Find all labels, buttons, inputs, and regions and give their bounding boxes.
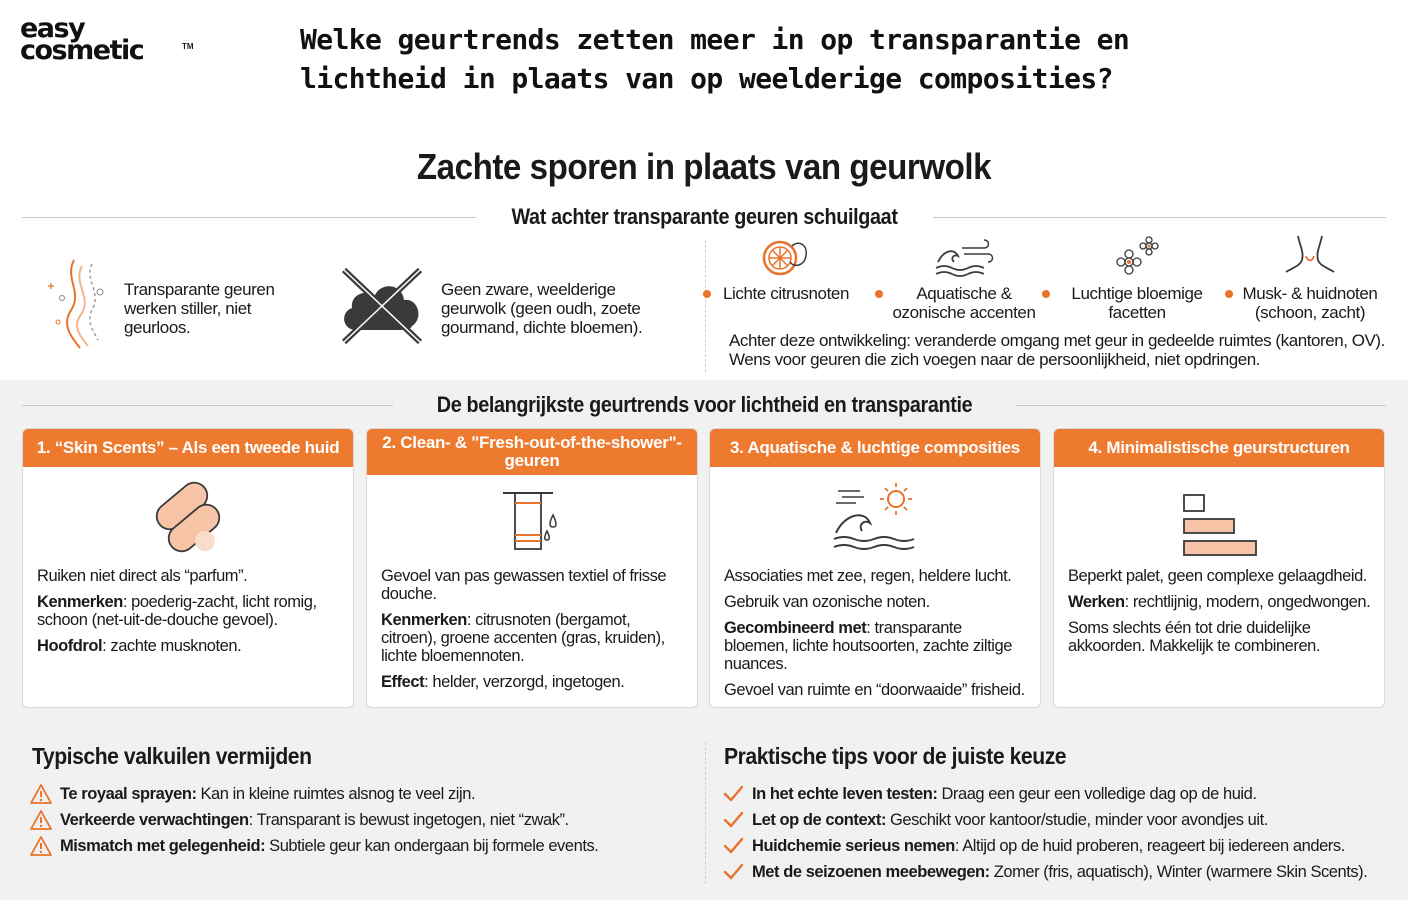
checkmark-icon <box>722 809 744 831</box>
item-label: Te royaal sprayen: <box>60 784 197 803</box>
card-detail <box>37 637 343 655</box>
warning-icon <box>30 809 52 831</box>
facet-label <box>723 284 849 303</box>
divider <box>22 217 476 218</box>
card-intro: Associaties met zee, regen, heldere lucht. <box>724 567 1012 585</box>
bullet-dot <box>1042 290 1050 298</box>
warning-icon <box>30 835 52 857</box>
detail-text: : zachte musknoten. <box>102 637 242 655</box>
page-title: Zachte sporen in plaats van geurwolk <box>416 146 992 187</box>
brand-logo <box>20 13 194 68</box>
trend-card-aquatic <box>709 428 1041 708</box>
vertical-divider <box>705 742 706 884</box>
list-item <box>30 833 598 859</box>
card-detail <box>1068 593 1374 611</box>
trend-card-minimal <box>1053 428 1385 708</box>
detail-label: Werken <box>1068 593 1125 611</box>
list-item <box>722 859 1367 885</box>
card-detail <box>724 619 1030 673</box>
card-detail: Gevoel van ruimte en “doorwaaide” frisheid. <box>724 681 1025 699</box>
logo-word-easy: easy <box>20 13 85 44</box>
trend-card-clean <box>366 428 698 708</box>
card-title: 3. Aquatische & luchtige composities <box>710 429 1040 467</box>
stacked-blocks-icon <box>1174 479 1264 557</box>
list-item <box>30 781 598 807</box>
neck-skin-icon <box>1278 232 1342 280</box>
list-item <box>722 833 1367 859</box>
intro-text-no-heavy-cloud: Geen zware, weelderige geurwolk (geen oudh, zoete gourmand, dichte bloemen). <box>441 280 643 337</box>
skin-patches-icon <box>143 479 233 557</box>
detail-text: : helder, verzorgd, ingetogen. <box>424 673 625 691</box>
section-title: De belangrijkste geurtrends voor lichtheid en transparantie <box>436 392 972 417</box>
divider <box>933 217 1387 218</box>
facet-citrus <box>706 232 866 304</box>
facet-label-text: Luchtige bloemige facetten <box>1071 284 1203 322</box>
facet-label-text: Lichte citrusnoten <box>722 284 850 303</box>
towel-drop-icon <box>487 485 577 563</box>
facet-label <box>1235 284 1385 322</box>
crossed-cloud-icon <box>334 264 430 348</box>
facet-label-text: Aquatische & ozonische accenten <box>892 284 1036 322</box>
waves-wind-icon <box>932 232 996 280</box>
flowers-icon <box>1105 232 1169 280</box>
card-intro: Ruiken niet direct als “parfum”. <box>37 567 248 585</box>
facet-aquatic <box>884 232 1044 323</box>
item-text: Kan in kleine ruimtes alsnog te veel zijn. <box>200 784 476 803</box>
item-label: Let op de context: <box>752 810 886 829</box>
card-intro: Gevoel van pas gewassen textiel of frisse douche. <box>381 567 667 603</box>
list-item <box>30 807 598 833</box>
detail-label: Gecombineerd met <box>724 619 867 637</box>
item-label: Mismatch met gelegenheid: <box>60 836 266 855</box>
warning-icon <box>30 783 52 805</box>
section-title: Wat achter transparante geuren schuilgaat <box>510 204 898 229</box>
facet-label-text: Musk- & huidnoten (schoon, zacht) <box>1242 284 1378 322</box>
sea-wave-sun-icon <box>830 479 920 557</box>
pitfalls-list <box>30 781 598 859</box>
item-text: Subtiele geur kan ondergaan bij formele events. <box>269 836 599 855</box>
item-label: In het echte leven testen: <box>752 784 938 803</box>
list-item <box>722 781 1367 807</box>
divider <box>22 405 393 406</box>
page-question: Welke geurtrends zetten meer in op transparantie en lichtheid in plaats van op weelderige composities? <box>300 23 1130 95</box>
detail-label: Effect <box>381 673 425 691</box>
bullet-dot <box>1225 290 1233 298</box>
card-detail <box>37 593 343 629</box>
detail-text: : poederig-zacht, licht romig, schoon (net-uit-de-douche gevoel). <box>37 593 317 629</box>
card-body <box>1068 567 1374 663</box>
citrus-icon <box>754 232 818 280</box>
card-detail: Soms slechts één tot drie duidelijke akkoorden. Makkelijk te combineren. <box>1068 619 1321 655</box>
card-body <box>381 567 687 699</box>
card-title: 2. Clean- & "Fresh-out-of-the-shower"-geuren <box>367 429 697 475</box>
card-intro: Beperkt palet, geen complexe gelaagdheid. <box>1068 567 1367 585</box>
item-text: : Transparant is bewust ingetogen, niet “zwak”. <box>248 810 569 829</box>
card-title: 4. Minimalistische geurstructuren <box>1054 429 1384 467</box>
item-text: Zomer (fris, aquatisch), Winter (warmere Skin Scents). <box>993 862 1368 881</box>
detail-label: Hoofdrol <box>37 637 103 655</box>
facet-musk <box>1230 232 1390 323</box>
item-text: Geschikt voor kantoor/studie, minder voor avondjes uit. <box>890 810 1268 829</box>
item-text: : Altijd op de huid proberen, reageert bij iedereen anders. <box>954 836 1345 855</box>
item-label: Verkeerde verwachtingen <box>60 810 249 829</box>
tips-list <box>722 781 1367 885</box>
logo-trademark: TM <box>182 42 194 51</box>
detail-text: : rechtlijnig, modern, ongedwongen. <box>1124 593 1371 611</box>
detail-text: : citrusnoten (bergamot, citroen), groene accenten (gras, kruiden), lichte bloemennoten. <box>381 611 665 665</box>
facet-floral <box>1057 232 1217 323</box>
card-detail <box>381 673 687 691</box>
item-label: Met de seizoenen meebewegen: <box>752 862 990 881</box>
logo-word-cosmetic: cosmetic <box>20 35 144 66</box>
detail-label: Kenmerken <box>37 593 123 611</box>
pitfalls-title: Typische valkuilen vermijden <box>32 743 312 769</box>
card-detail <box>381 611 687 665</box>
facet-label <box>1062 284 1212 322</box>
item-label: Huidchemie serieus nemen <box>752 836 955 855</box>
list-item <box>722 807 1367 833</box>
trend-card-skin-scents <box>22 428 354 708</box>
card-body <box>724 567 1030 707</box>
detail-text: : transparante bloemen, lichte houtsoorten, zachte ziltige nuances. <box>724 619 1012 673</box>
item-text: Draag een geur een volledige dag op de huid. <box>941 784 1257 803</box>
development-text: Achter deze ontwikkeling: veranderde omgang met geur in gedeelde ruimtes (kantoren, OV). Wens voor geuren die zich voegen naar de persoonlijkheid, niet opdringen. <box>729 331 1385 369</box>
tips-title: Praktische tips voor de juiste keuze <box>724 743 1067 769</box>
checkmark-icon <box>722 861 744 883</box>
checkmark-icon <box>722 835 744 857</box>
checkmark-icon <box>722 783 744 805</box>
section-heading-background <box>22 202 1386 232</box>
card-detail: Gebruik van ozonische noten. <box>724 593 930 611</box>
scent-trail-icon <box>40 252 112 352</box>
detail-label: Kenmerken <box>381 611 467 629</box>
bullet-dot <box>703 290 711 298</box>
card-title: 1. “Skin Scents” – Als een tweede huid <box>23 429 353 467</box>
facet-label <box>889 284 1039 322</box>
divider <box>1016 405 1387 406</box>
bullet-dot <box>875 290 883 298</box>
section-heading-trends <box>22 390 1386 420</box>
intro-text-transparent: Transparante geuren werken stiller, niet geurloos. <box>124 280 275 337</box>
card-body <box>37 567 343 663</box>
